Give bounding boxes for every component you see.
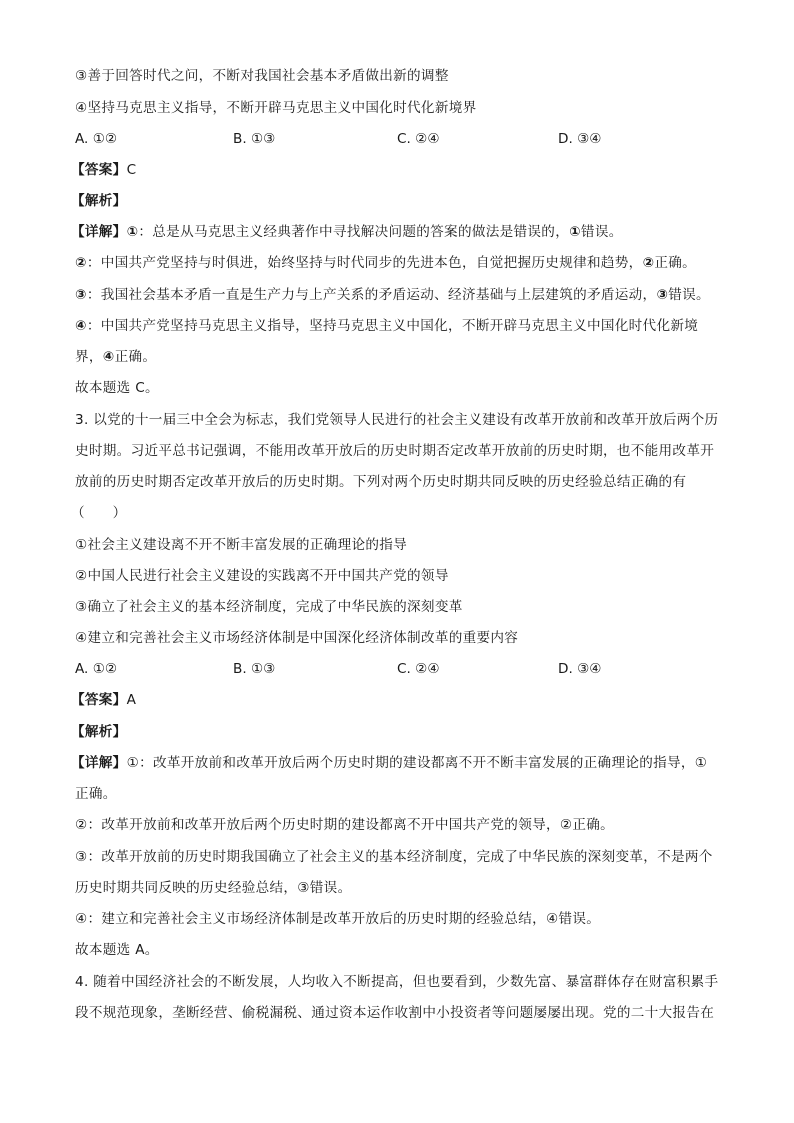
q3-stem-line-1: 3. 以党的十一届三中全会为标志，我们党领导人民进行的社会主义建设有改革开放前和改革开放后两个历 (75, 412, 719, 428)
q2-options (75, 129, 725, 149)
detail-end-mark: ④ (102, 349, 115, 365)
detail-text: 界， (75, 349, 103, 365)
q3-options (75, 659, 725, 679)
detail-mark: ③ (75, 287, 87, 303)
detail-mark: ② (75, 255, 87, 271)
q3-stem-line-3: 放前的历史时期否定改革开放后的历史时期。下列对两个历史时期共同反映的历史经验总结正确的有 (75, 474, 687, 490)
q3-detail-3-line-1: ③：改革开放前的历史时期我国确立了社会主义的基本经济制度，完成了中华民族的深刻变革，不是两个 (75, 849, 713, 865)
q2-option-b[interactable]: B. ①③ (233, 131, 276, 147)
detail-verdict: 正确。 (114, 349, 157, 365)
q2-option-a[interactable]: A. ①② (75, 131, 118, 147)
q3-detail-4: ④：建立和完善社会主义市场经济体制是改革开放后的历史时期的经验总结，④错误。 (75, 911, 601, 927)
q3-analysis-label: 【解析】 (71, 724, 127, 740)
q2-conclusion: 故本题选 C。 (75, 380, 159, 396)
q2-detail-2 (75, 253, 696, 273)
q3-detail-1-line-1 (71, 753, 707, 773)
detail-text: ：总是从马克思主义经典著作中寻找解决问题的答案的做法是错误的， (138, 224, 570, 240)
q3-statement-4: ④建立和完善社会主义市场经济体制是中国深化经济体制改革的重要内容 (75, 630, 519, 646)
q2-detail-4-line-1 (75, 316, 698, 336)
detail-mark: ④ (75, 318, 87, 334)
q3-statement-2: ②中国人民进行社会主义建设的实践离不开中国共产党的领导 (75, 568, 449, 584)
q3-statement-3: ③确立了社会主义的基本经济制度，完成了中华民族的深刻变革 (75, 599, 463, 615)
detail-verdict: 错误。 (668, 287, 710, 303)
q3-stem-line-2: 史时期。习近平总书记强调，不能用改革开放后的历史时期否定改革开放前的历史时期，也不能用改革开 (75, 443, 715, 459)
detail-verdict: 错误。 (580, 224, 623, 240)
answer-value: C (126, 162, 137, 178)
detail-tag: 【详解】 (71, 755, 127, 771)
q4-stem-line-2: 段不规范现象，垄断经营、偷税漏税、通过资本运作收割中小投资者等问题屡屡出现。党的二十大报告在 (75, 1005, 715, 1021)
detail-end-mark: ③ (656, 287, 669, 303)
q4-stem-line-1: 4. 随着中国经济社会的不断发展，人均收入不断提高，但也要看到，少数先富、暴富群体存在财富积累手 (75, 974, 719, 990)
answer-tag: 【答案】 (71, 692, 127, 708)
q3-option-d[interactable]: D. ③④ (558, 661, 602, 677)
detail-tag: 【详解】 (71, 224, 127, 240)
answer-value: A (126, 692, 137, 708)
q2-analysis-label: 【解析】 (71, 193, 127, 209)
detail-text: ：我国社会基本矛盾一直是生产力与上产关系的矛盾运动、经济基础与上层建筑的矛盾运动， (86, 287, 657, 303)
q3-option-b[interactable]: B. ①③ (233, 661, 276, 677)
detail-mark: ① (126, 224, 139, 240)
q3-option-c[interactable]: C. ②④ (397, 661, 440, 677)
q2-answer (71, 160, 136, 180)
q2-detail-3 (75, 285, 710, 305)
q3-detail-2: ②：改革开放前和改革开放后两个历史时期的建设都离不开中国共产党的领导，②正确。 (75, 817, 615, 833)
detail-verdict: 正确。 (654, 255, 697, 271)
q2-option-d[interactable]: D. ③④ (558, 131, 602, 147)
q3-answer-blank: （ ） (71, 505, 127, 521)
detail-text: ：中国共产党坚持与时俱进，始终坚持与时代同步的先进本色，自觉把握历史规律和趋势， (86, 255, 643, 271)
q3-detail-1-line-2: 正确。 (75, 786, 117, 802)
detail-text: ①：改革开放前和改革开放后两个历史时期的建设都离不开不断丰富发展的正确理论的指导，① (126, 755, 708, 771)
q3-detail-3-line-2: 历史时期共同反映的历史经验总结，③错误。 (75, 880, 352, 896)
q2-statement-3: ③善于回答时代之问，不断对我国社会基本矛盾做出新的调整 (75, 68, 449, 84)
q3-answer (71, 690, 136, 710)
q2-option-c[interactable]: C. ②④ (397, 131, 440, 147)
q3-conclusion: 故本题选 A。 (75, 942, 159, 958)
q3-statement-1: ①社会主义建设离不开不断丰富发展的正确理论的指导 (75, 537, 408, 553)
q2-statement-4: ④坚持马克思主义指导，不断开辟马克思主义中国化时代化新境界 (75, 100, 477, 116)
detail-end-mark: ① (569, 224, 581, 240)
detail-end-mark: ② (642, 255, 655, 271)
q2-detail-1 (71, 222, 623, 242)
q3-option-a[interactable]: A. ①② (75, 661, 118, 677)
answer-tag: 【答案】 (71, 162, 127, 178)
q2-detail-4-line-2 (75, 347, 156, 367)
detail-text: ：中国共产党坚持马克思主义指导，坚持马克思主义中国化，不断开辟马克思主义中国化时代化新境 (86, 318, 699, 334)
